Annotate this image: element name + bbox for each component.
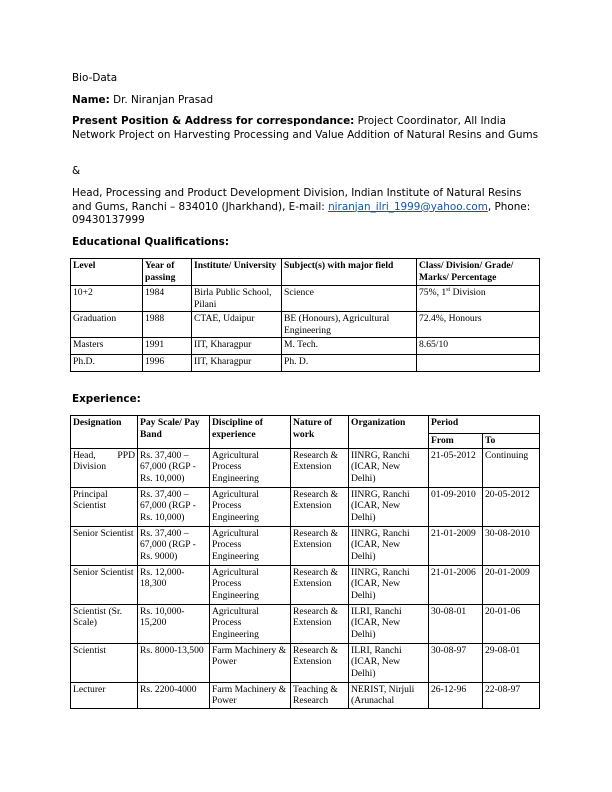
- phone-text: , Phone: 09430137999: [72, 200, 531, 226]
- exp-designation: Senior Scientist: [71, 526, 138, 565]
- exp-designation: Lecturer: [71, 682, 138, 708]
- exp-to: 30-08-2010: [483, 526, 540, 565]
- name-value: Dr. Niranjan Prasad: [113, 94, 214, 106]
- email-link[interactable]: niranjan_ilri_1999@yahoo.com: [328, 200, 488, 213]
- table-row: [71, 355, 540, 372]
- exp-organization: ILRI, Ranchi (ICAR, New Delhi): [349, 604, 429, 643]
- table-row: [71, 448, 540, 487]
- exp-organization: IINRG, Ranchi (ICAR, New Delhi): [349, 487, 429, 526]
- edu-subject: Ph. D.: [282, 355, 417, 372]
- exp-from: 21-01-2006: [429, 565, 483, 604]
- table-row: [71, 338, 540, 355]
- edu-institute: CTAE, Udaipur: [192, 312, 282, 338]
- exp-discipline: Agricultural Process Engineering: [210, 448, 291, 487]
- education-table: [70, 258, 540, 372]
- table-row: [71, 682, 540, 708]
- edu-level: 10+2: [71, 286, 143, 312]
- exp-to: 29-08-01: [483, 643, 540, 682]
- exp-discipline: Farm Machinery & Power: [210, 643, 291, 682]
- table-row: [71, 565, 540, 604]
- exp-header-organization: Organization: [349, 416, 429, 449]
- edu-header-year: Year of passing: [143, 259, 192, 286]
- edu-header-institute: Institute/ University: [192, 259, 282, 286]
- table-row: [71, 643, 540, 682]
- edu-year: 1988: [143, 312, 192, 338]
- education-header-row: [71, 259, 540, 286]
- exp-discipline: Agricultural Process Engineering: [210, 565, 291, 604]
- edu-subject: M. Tech.: [282, 338, 417, 355]
- exp-to: 20-05-2012: [483, 487, 540, 526]
- exp-nature: Research & Extension: [291, 643, 349, 682]
- table-row: [71, 526, 540, 565]
- edu-header-level: Level: [71, 259, 143, 286]
- edu-header-subject: Subject(s) with major field: [282, 259, 417, 286]
- position-label: Present Position & Address for correspondance:: [72, 115, 355, 127]
- exp-pay: Rs. 37,400 – 67,000 (RGP -Rs. 10,000): [138, 448, 210, 487]
- exp-from: 21-01-2009: [429, 526, 483, 565]
- edu-year: 1984: [143, 286, 192, 312]
- exp-pay: Rs. 8000-13,500: [138, 643, 210, 682]
- exp-organization: ILRI, Ranchi (ICAR, New Delhi): [349, 643, 429, 682]
- table-row: [71, 487, 540, 526]
- exp-nature: Research & Extension: [291, 487, 349, 526]
- edu-header-class: Class/ Division/ Grade/ Marks/ Percentage: [417, 259, 540, 286]
- name-line: [72, 94, 542, 108]
- edu-year: 1996: [143, 355, 192, 372]
- exp-organization: IINRG, Ranchi (ICAR, New Delhi): [349, 448, 429, 487]
- exp-header-discipline: Discipline of experience: [210, 416, 291, 449]
- position-block: [72, 115, 542, 142]
- exp-pay: Rs. 2200-4000: [138, 682, 210, 708]
- edu-class: [417, 286, 540, 312]
- exp-designation: Senior Scientist: [71, 565, 138, 604]
- edu-class: 8.65/10: [417, 338, 540, 355]
- exp-designation: Head, PPD Division: [71, 448, 138, 487]
- exp-nature: Teaching & Research: [291, 682, 349, 708]
- edu-subject: BE (Honours), Agricultural Engineering: [282, 312, 417, 338]
- edu-class-rest: Division: [450, 287, 486, 298]
- exp-discipline: Agricultural Process Engineering: [210, 526, 291, 565]
- exp-organization: NERIST, Nirjuli (Arunachal: [349, 682, 429, 708]
- exp-to: 22-08-97: [483, 682, 540, 708]
- exp-pay: Rs. 37,400 – 67,000 (RGP -Rs. 9000): [138, 526, 210, 565]
- edu-institute: IIT, Kharagpur: [192, 338, 282, 355]
- exp-header-pay: Pay Scale/ Pay Band: [138, 416, 210, 449]
- experience-header-row: [71, 416, 540, 434]
- ampersand: &: [72, 165, 81, 177]
- exp-from: 26-12-96: [429, 682, 483, 708]
- exp-designation: Principal Scientist: [71, 487, 138, 526]
- edu-class-main: 75%, 1: [419, 287, 447, 298]
- doc-title: Bio-Data: [72, 72, 118, 84]
- exp-pay: Rs. 37,400 – 67,000 (RGP -Rs. 10,000): [138, 487, 210, 526]
- exp-organization: IINRG, Ranchi (ICAR, New Delhi): [349, 526, 429, 565]
- experience-heading: Experience:: [72, 393, 141, 405]
- exp-from: 01-09-2010: [429, 487, 483, 526]
- exp-header-period: Period: [429, 416, 540, 434]
- exp-discipline: Agricultural Process Engineering: [210, 604, 291, 643]
- edu-level: Masters: [71, 338, 143, 355]
- table-row: [71, 286, 540, 312]
- address-text: Head, Processing and Product Development Division, Indian Institute of Natural Resins and Gums, Ranchi – 834010 (Jharkhand), E-mail:: [72, 187, 522, 213]
- table-row: [71, 604, 540, 643]
- exp-nature: Research & Extension: [291, 565, 349, 604]
- education-heading: Educational Qualifications:: [72, 236, 230, 248]
- edu-level: Graduation: [71, 312, 143, 338]
- exp-from: 21-05-2012: [429, 448, 483, 487]
- address-block: [72, 187, 542, 228]
- exp-nature: Research & Extension: [291, 526, 349, 565]
- exp-header-from: From: [429, 434, 483, 449]
- exp-header-nature: Nature of work: [291, 416, 349, 449]
- exp-nature: Research & Extension: [291, 604, 349, 643]
- experience-table: [70, 415, 540, 709]
- table-row: [71, 312, 540, 338]
- exp-organization: IINRG, Ranchi (ICAR, New Delhi): [349, 565, 429, 604]
- exp-from: 30-08-01: [429, 604, 483, 643]
- edu-institute: Birla Public School, Pilani: [192, 286, 282, 312]
- edu-level: Ph.D.: [71, 355, 143, 372]
- exp-nature: Research & Extension: [291, 448, 349, 487]
- exp-header-to: To: [483, 434, 540, 449]
- exp-to: Continuing: [483, 448, 540, 487]
- exp-header-designation: Designation: [71, 416, 138, 449]
- name-label: Name:: [72, 94, 110, 106]
- exp-pay: Rs. 12,000-18,300: [138, 565, 210, 604]
- edu-class: 72.4%, Honours: [417, 312, 540, 338]
- exp-designation: Scientist: [71, 643, 138, 682]
- exp-discipline: Agricultural Process Engineering: [210, 487, 291, 526]
- exp-to: 20-01-06: [483, 604, 540, 643]
- exp-pay: Rs. 10,000-15,200: [138, 604, 210, 643]
- edu-class-sup: st: [446, 287, 451, 293]
- exp-discipline: Farm Machinery & Power: [210, 682, 291, 708]
- exp-from: 30-08-97: [429, 643, 483, 682]
- position-value: Project Coordinator, All India Network Project on Harvesting Processing and Value Addition of Natural Resins and Gums: [72, 115, 539, 141]
- exp-to: 20-01-2009: [483, 565, 540, 604]
- exp-designation: Scientist (Sr. Scale): [71, 604, 138, 643]
- edu-class: [417, 355, 540, 372]
- edu-year: 1991: [143, 338, 192, 355]
- edu-subject: Science: [282, 286, 417, 312]
- edu-institute: IIT, Kharagpur: [192, 355, 282, 372]
